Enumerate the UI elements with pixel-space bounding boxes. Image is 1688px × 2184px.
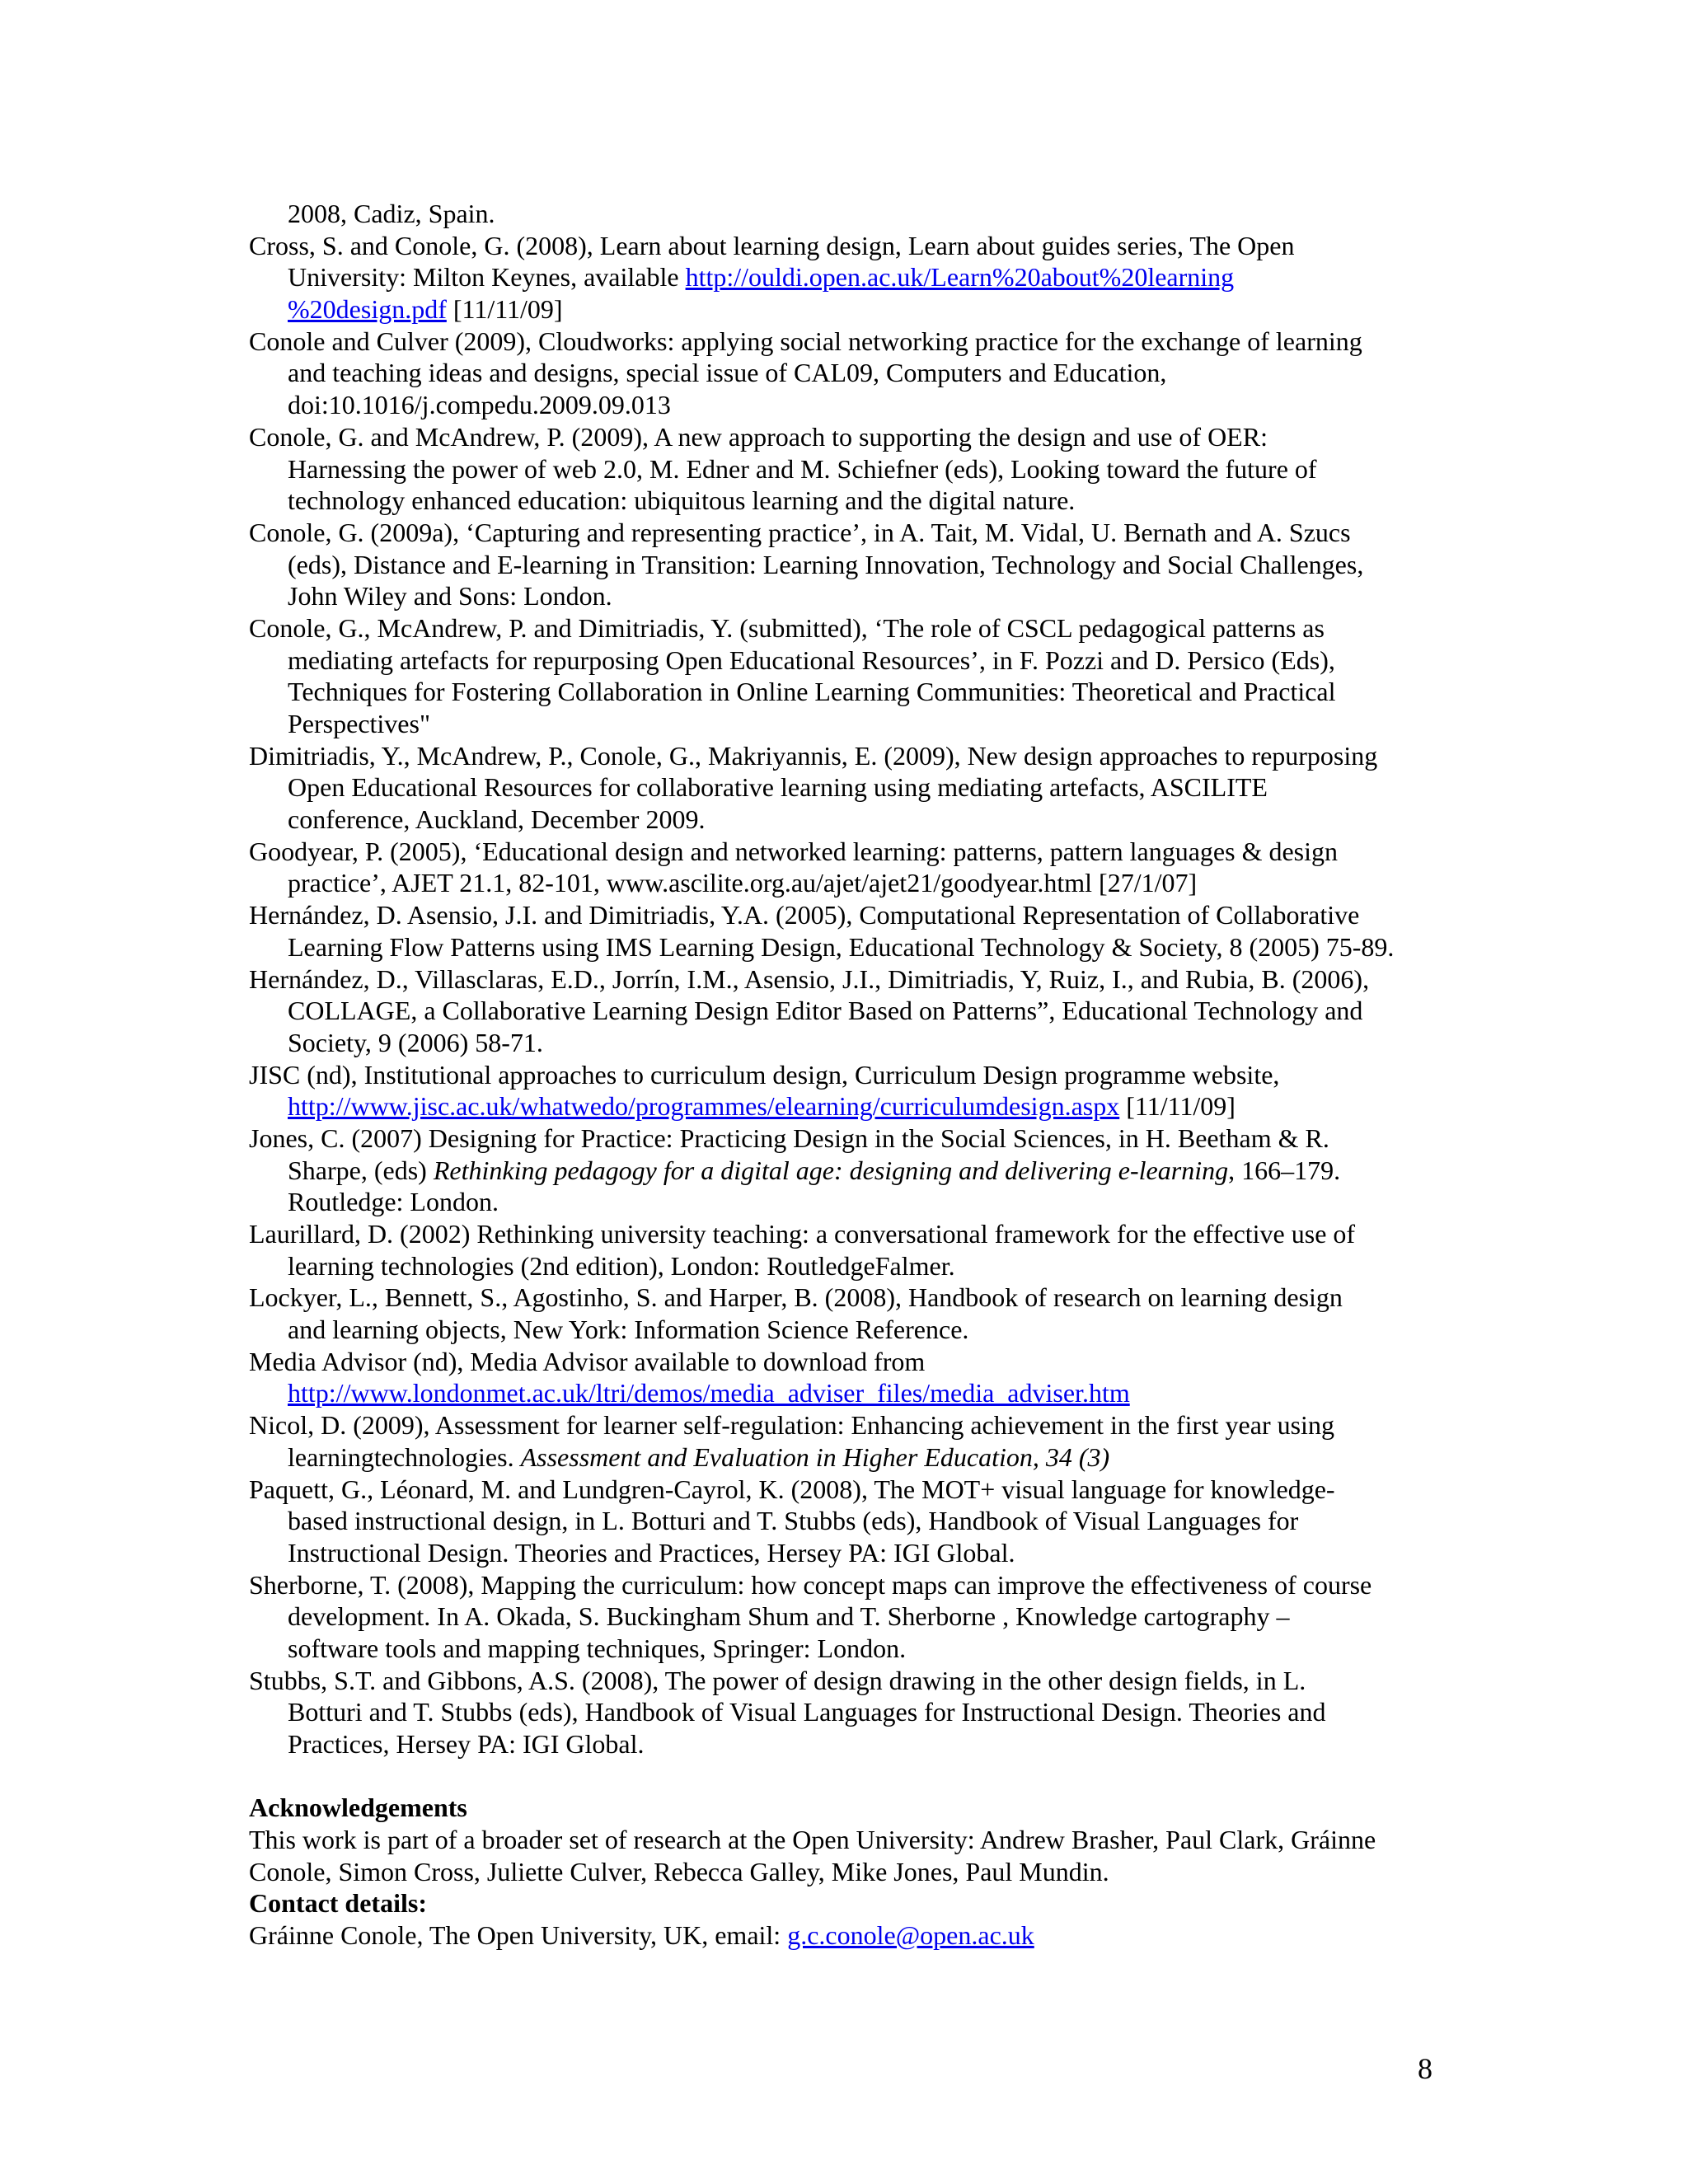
reference-text: (eds), Distance and E-learning in Transition: Learning Innovation, Technology and Social Challenges, [288, 549, 1364, 579]
reference-text: JISC (nd), Institutional approaches to curriculum design, Curriculum Design programme website, [249, 1059, 1280, 1090]
reference-text: conference, Auckland, December 2009. [288, 804, 706, 835]
reference-line [249, 230, 1469, 262]
reference-entry [249, 1474, 1469, 1569]
reference-link[interactable]: http://www.londonmet.ac.uk/ltri/demos/media_adviser_files/media_adviser.htm [288, 1378, 1130, 1408]
reference-link[interactable]: http://ouldi.open.ac.uk/Learn%20about%20learning [685, 262, 1235, 293]
reference-text: Jones, C. (2007) Designing for Practice: Practicing Design in the Social Sciences, in H. Beetham & R. [249, 1122, 1329, 1153]
reference-line [249, 804, 1469, 836]
reference-entry [249, 612, 1469, 740]
reference-line [249, 1601, 1469, 1633]
reference-entry [249, 517, 1469, 612]
reference-line [249, 1090, 1469, 1122]
reference-line [249, 1218, 1469, 1250]
reference-entry [249, 1218, 1469, 1282]
reference-text: John Wiley and Sons: London. [288, 581, 612, 612]
reference-text: learningtechnologies. [288, 1441, 521, 1472]
acknowledgements-line-1: This work is part of a broader set of research at the Open University: Andrew Brasher, Paul Clark, Gráinne [249, 1825, 1376, 1855]
reference-title-italic: Rethinking pedagogy for a digital age: designing and delivering e-learning [433, 1155, 1229, 1185]
acknowledgements-line-2: Conole, Simon Cross, Juliette Culver, Rebecca Galley, Mike Jones, Paul Mundin. [249, 1856, 1109, 1886]
reference-entry [249, 1282, 1469, 1345]
reference-line [249, 899, 1469, 931]
reference-text: Laurillard, D. (2002) Rethinking university teaching: a conversational framework for the effective use of [249, 1219, 1356, 1249]
reference-text: and teaching ideas and designs, special issue of CAL09, Computers and Education, [288, 358, 1167, 388]
reference-text: and learning objects, New York: Information Science Reference. [288, 1315, 969, 1345]
reference-text: development. In A. Okada, S. Buckingham Shum and T. Sherborne , Knowledge cartography – [288, 1601, 1290, 1632]
reference-text: Conole and Culver (2009), Cloudworks: applying social networking practice for the exchange of learning [249, 326, 1362, 356]
reference-line [249, 453, 1469, 485]
contact-text: Gráinne Conole, The Open University, UK, email: [249, 1920, 788, 1951]
reference-line [249, 485, 1469, 517]
reference-text: Routledge: London. [288, 1187, 499, 1217]
email-link[interactable]: g.c.conole@open.ac.uk [787, 1920, 1034, 1951]
reference-line [249, 1409, 1469, 1441]
reference-line [249, 1537, 1469, 1569]
reference-line [249, 1474, 1469, 1506]
reference-text: doi:10.1016/j.compedu.2009.09.013 [288, 390, 671, 420]
reference-line [249, 1633, 1469, 1665]
reference-line [249, 931, 1469, 963]
reference-text: Stubbs, S.T. and Gibbons, A.S. (2008), The power of design drawing in the other design fields, in L. [249, 1665, 1306, 1695]
reference-line [249, 549, 1469, 581]
reference-text: Techniques for Fostering Collaboration in Online Learning Communities: Theoretical and Practical [288, 677, 1336, 707]
reference-line [249, 995, 1469, 1027]
reference-line [249, 357, 1469, 389]
reference-line [249, 517, 1469, 549]
reference-text: Conole, G. (2009a), ‘Capturing and representing practice’, in A. Tait, M. Vidal, U. Bernath and A. Szucs [249, 517, 1351, 547]
reference-entry [249, 1665, 1469, 1760]
reference-entry [249, 326, 1469, 421]
reference-text: software tools and mapping techniques, Springer: London. [288, 1633, 907, 1663]
reference-line [249, 261, 1469, 293]
reference-text: Paquett, G., Léonard, M. and Lundgren-Cayrol, K. (2008), The MOT+ visual language for knowledge- [249, 1474, 1335, 1504]
reference-text: Conole, G. and McAndrew, P. (2009), A new approach to supporting the design and use of OER: [249, 421, 1268, 452]
reference-line [249, 1155, 1469, 1187]
reference-line [249, 1027, 1469, 1059]
reference-line [249, 1346, 1469, 1378]
reference-text: Media Advisor (nd), Media Advisor available to download from [249, 1346, 926, 1376]
reference-title-italic: Assessment and Evaluation in Higher Education, 34 (3) [520, 1441, 1110, 1472]
page-content [249, 198, 1469, 1952]
spacer [249, 1760, 1469, 1793]
reference-text: Hernández, D. Asensio, J.I. and Dimitriadis, Y.A. (2005), Computational Representation of Collaborative [249, 900, 1360, 930]
reference-line [249, 1505, 1469, 1537]
reference-line [249, 1377, 1469, 1409]
reference-text: Practices, Hersey PA: IGI Global. [288, 1729, 645, 1759]
contact-heading: Contact details: [249, 1888, 427, 1919]
reference-link[interactable]: http://www.jisc.ac.uk/whatwedo/programmes/elearning/curriculumdesign.aspx [288, 1091, 1120, 1122]
reference-entry [249, 230, 1469, 326]
reference-entry [249, 1059, 1469, 1122]
reference-entry [249, 899, 1469, 963]
reference-list [249, 198, 1469, 1760]
reference-text: [11/11/09] [446, 294, 563, 325]
reference-line [249, 1314, 1469, 1346]
reference-line [249, 1186, 1469, 1218]
reference-text: Lockyer, L., Bennett, S., Agostinho, S. and Harper, B. (2008), Handbook of research on learning design [249, 1282, 1343, 1313]
reference-line [249, 644, 1469, 677]
reference-line [249, 708, 1469, 740]
reference-line [249, 1441, 1469, 1474]
reference-line [249, 771, 1469, 804]
reference-line [249, 740, 1469, 772]
contact-line [249, 1919, 1469, 1952]
reference-text: Harnessing the power of web 2.0, M. Edner and M. Schiefner (eds), Looking toward the future of [288, 453, 1317, 484]
reference-entry [249, 836, 1469, 899]
reference-line [249, 1665, 1469, 1697]
reference-line [249, 1696, 1469, 1728]
reference-entry [249, 963, 1469, 1059]
reference-line [249, 676, 1469, 708]
reference-text: Sherborne, T. (2008), Mapping the curriculum: how concept maps can improve the effectiveness of course [249, 1569, 1372, 1600]
reference-text: mediating artefacts for repurposing Open Educational Resources’, in F. Pozzi and D. Persico (Eds), [288, 644, 1335, 675]
reference-line [249, 612, 1469, 644]
reference-text: 2008, Cadiz, Spain. [288, 199, 495, 228]
reference-text: COLLAGE, a Collaborative Learning Design Editor Based on Patterns”, Educational Technology and [288, 996, 1363, 1026]
reference-line [249, 1728, 1469, 1760]
reference-text: Sharpe, (eds) [288, 1155, 434, 1185]
reference-line [249, 1569, 1469, 1601]
reference-text: practice’, AJET 21.1, 82-101, www.ascilite.org.au/ajet/ajet21/goodyear.html [27/1/07] [288, 868, 1198, 898]
reference-text: Perspectives" [288, 709, 431, 738]
reference-entry [249, 421, 1469, 517]
reference-entry [249, 1569, 1469, 1665]
reference-line [249, 580, 1469, 612]
reference-text: Instructional Design. Theories and Practices, Hersey PA: IGI Global. [288, 1537, 1015, 1568]
reference-line [249, 293, 1469, 326]
reference-line [249, 326, 1469, 358]
reference-text: Goodyear, P. (2005), ‘Educational design and networked learning: patterns, pattern languages & design [249, 836, 1339, 866]
reference-line [249, 1059, 1469, 1091]
reference-line [249, 1250, 1469, 1282]
page-number: 8 [1418, 2052, 1432, 2085]
reference-entry [249, 740, 1469, 836]
reference-entry [249, 1346, 1469, 1409]
reference-line [249, 867, 1469, 899]
reference-entry [249, 1122, 1469, 1218]
reference-text: , 166–179. [1228, 1155, 1341, 1185]
reference-line [249, 198, 1469, 230]
reference-text: learning technologies (2nd edition), London: RoutledgeFalmer. [288, 1250, 955, 1281]
reference-text: Society, 9 (2006) 58-71. [288, 1027, 543, 1057]
reference-text: Learning Flow Patterns using IMS Learning Design, Educational Technology & Society, 8 (2005) 75-89. [288, 931, 1395, 962]
reference-line [249, 389, 1469, 421]
reference-text: Cross, S. and Conole, G. (2008), Learn about learning design, Learn about guides series, The Open [249, 230, 1295, 260]
reference-text: University: Milton Keynes, available [288, 262, 686, 293]
reference-line [249, 1122, 1469, 1155]
reference-entry [249, 198, 1469, 230]
reference-line [249, 836, 1469, 868]
reference-text: Open Educational Resources for collaborative learning using mediating artefacts, ASCILITE [288, 772, 1268, 803]
reference-text: based instructional design, in L. Botturi and T. Stubbs (eds), Handbook of Visual Languages for [288, 1506, 1299, 1536]
reference-text: Dimitriadis, Y., McAndrew, P., Conole, G., Makriyannis, E. (2009), New design approaches to repurposing [249, 740, 1378, 771]
reference-text: Botturi and T. Stubbs (eds), Handbook of Visual Languages for Instructional Design. Theories and [288, 1697, 1326, 1727]
acknowledgements-heading: Acknowledgements [249, 1793, 467, 1823]
reference-link[interactable]: %20design.pdf [288, 294, 447, 325]
reference-line [249, 963, 1469, 996]
reference-line [249, 421, 1469, 453]
reference-text: Hernández, D., Villasclaras, E.D., Jorrín, I.M., Asensio, J.I., Dimitriadis, Y, Ruiz, I., and Rubia, B. (2006), [249, 963, 1370, 994]
reference-text: [11/11/09] [1119, 1091, 1236, 1122]
reference-line [249, 1282, 1469, 1314]
reference-text: technology enhanced education: ubiquitous learning and the digital nature. [288, 485, 1076, 516]
reference-text: Conole, G., McAndrew, P. and Dimitriadis, Y. (submitted), ‘The role of CSCL pedagogical patterns as [249, 612, 1325, 643]
reference-text: Nicol, D. (2009), Assessment for learner self-regulation: Enhancing achievement in the first year using [249, 1410, 1334, 1441]
reference-entry [249, 1409, 1469, 1473]
